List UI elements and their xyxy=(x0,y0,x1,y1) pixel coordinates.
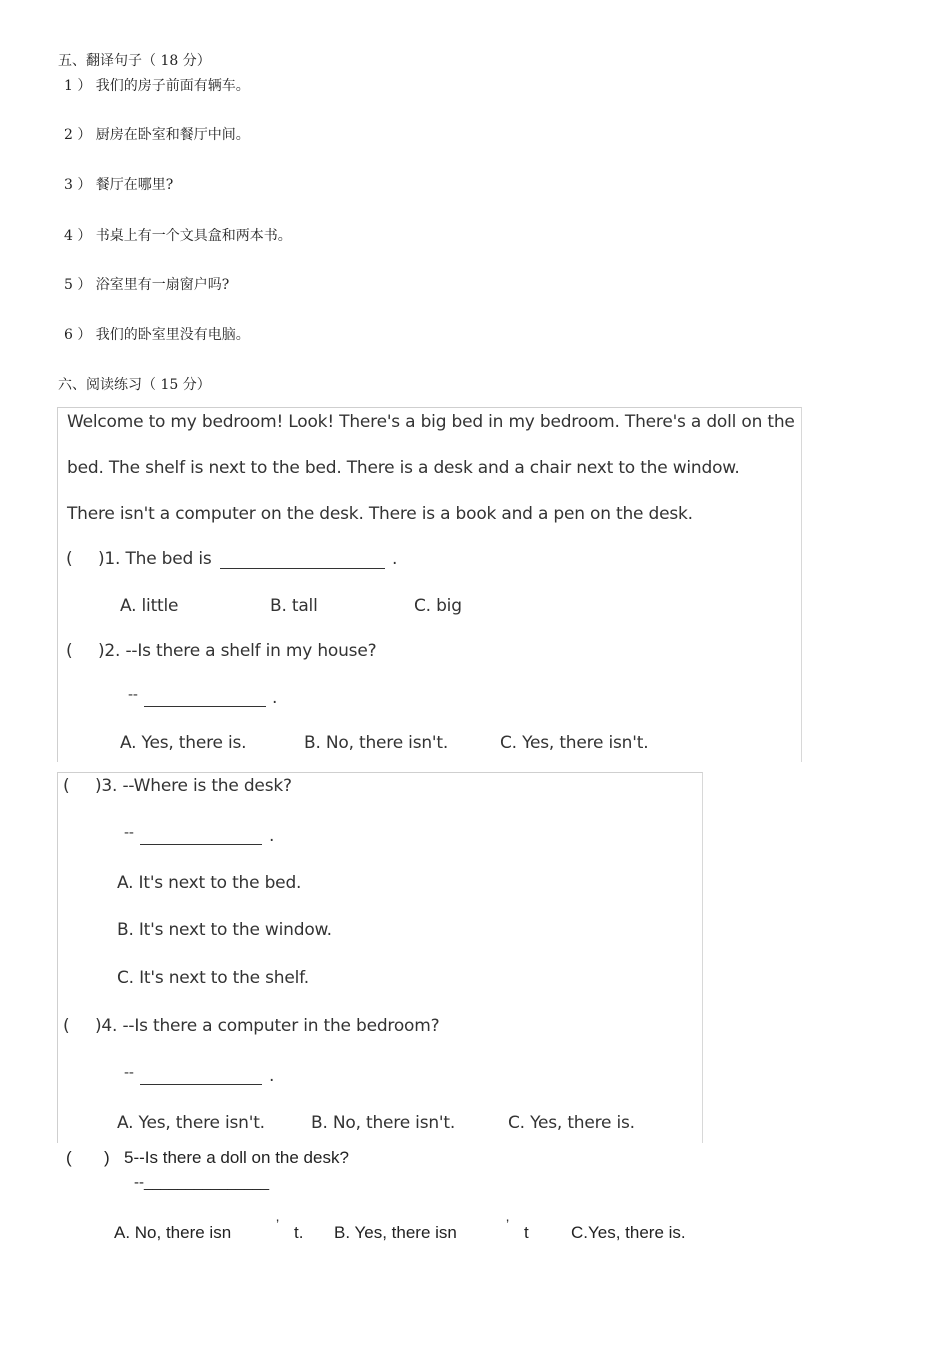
section5-heading: 五、翻译句子（ 18 分） xyxy=(58,53,211,69)
q3-dash: -- xyxy=(124,825,134,841)
q5-option-b-apostrophe: ’ xyxy=(506,1216,510,1232)
translation-item-3: 3 ） 餐厅在哪里? xyxy=(64,177,174,193)
translation-item-6: 6 ） 我们的卧室里没有电脑。 xyxy=(64,327,250,343)
q4-stem: )4. --Is there a computer in the bedroom? xyxy=(95,1016,440,1036)
q2-option-a: A. Yes, there is. xyxy=(120,733,247,753)
passage-line-3: There isn't a computer on the desk. There is a book and a pen on the desk. xyxy=(67,504,693,524)
q1-paren: ( xyxy=(66,549,73,569)
q3-period: . xyxy=(269,826,275,846)
q3-option-a: A. It's next to the bed. xyxy=(117,873,302,893)
q1-stem: )1. The bed is xyxy=(98,549,212,569)
passage-line-1: Welcome to my bedroom! Look! There's a big bed in my bedroom. There's a doll on the xyxy=(67,412,795,432)
q1-option-c: C. big xyxy=(414,596,462,616)
q2-dash: -- xyxy=(128,687,138,703)
translation-item-4: 4 ） 书桌上有一个文具盒和两本书。 xyxy=(64,228,292,244)
q1-option-a: A. little xyxy=(120,596,179,616)
q5-paren-close: ) xyxy=(104,1148,110,1167)
translation-item-5: 5 ） 浴室里有一扇窗户吗? xyxy=(64,277,230,293)
passage-line-2: bed. The shelf is next to the bed. There is a desk and a chair next to the window. xyxy=(67,458,740,478)
section6-heading: 六、阅读练习（ 15 分） xyxy=(58,377,211,393)
q5-option-a: A. No, there isn xyxy=(114,1223,232,1242)
q4-paren: ( xyxy=(63,1016,70,1036)
q1-period: . xyxy=(392,549,398,569)
translation-item-2: 2 ） 厨房在卧室和餐厅中间。 xyxy=(64,127,250,143)
q3-stem: )3. --Where is the desk? xyxy=(95,776,292,796)
q5-answer-line[interactable]: --_______________ xyxy=(134,1174,270,1191)
q3-option-b: B. It's next to the window. xyxy=(117,920,332,940)
q4-option-c: C. Yes, there is. xyxy=(508,1113,635,1133)
q5-paren-open: ( xyxy=(66,1148,72,1167)
q1-answer-blank[interactable] xyxy=(220,554,385,573)
q4-period: . xyxy=(269,1066,275,1086)
q3-option-c: C. It's next to the shelf. xyxy=(117,968,309,988)
q2-option-c: C. Yes, there isn't. xyxy=(500,733,649,753)
q3-answer-blank[interactable] xyxy=(140,830,262,849)
q2-stem: )2. --Is there a shelf in my house? xyxy=(98,641,377,661)
translation-item-1: 1 ） 我们的房子前面有辆车。 xyxy=(64,78,250,94)
q4-answer-blank[interactable] xyxy=(140,1070,262,1089)
q2-answer-blank[interactable] xyxy=(144,692,266,711)
q5-option-b: B. Yes, there isn xyxy=(334,1223,457,1242)
q1-option-b: B. tall xyxy=(270,596,318,616)
q5-option-a-apostrophe: ’ xyxy=(276,1216,280,1232)
q4-option-b: B. No, there isn't. xyxy=(311,1113,456,1133)
q5-option-c: C.Yes, there is. xyxy=(571,1223,686,1242)
q2-period: . xyxy=(272,688,278,708)
q4-dash: -- xyxy=(124,1065,134,1081)
q5-option-b-tail: t xyxy=(524,1223,529,1242)
q5-option-a-tail: t. xyxy=(294,1223,304,1242)
q5-stem: 5--Is there a doll on the desk? xyxy=(124,1148,349,1167)
q2-paren: ( xyxy=(66,641,73,661)
q3-paren: ( xyxy=(63,776,70,796)
q2-option-b: B. No, there isn't. xyxy=(304,733,449,753)
q4-option-a: A. Yes, there isn't. xyxy=(117,1113,265,1133)
